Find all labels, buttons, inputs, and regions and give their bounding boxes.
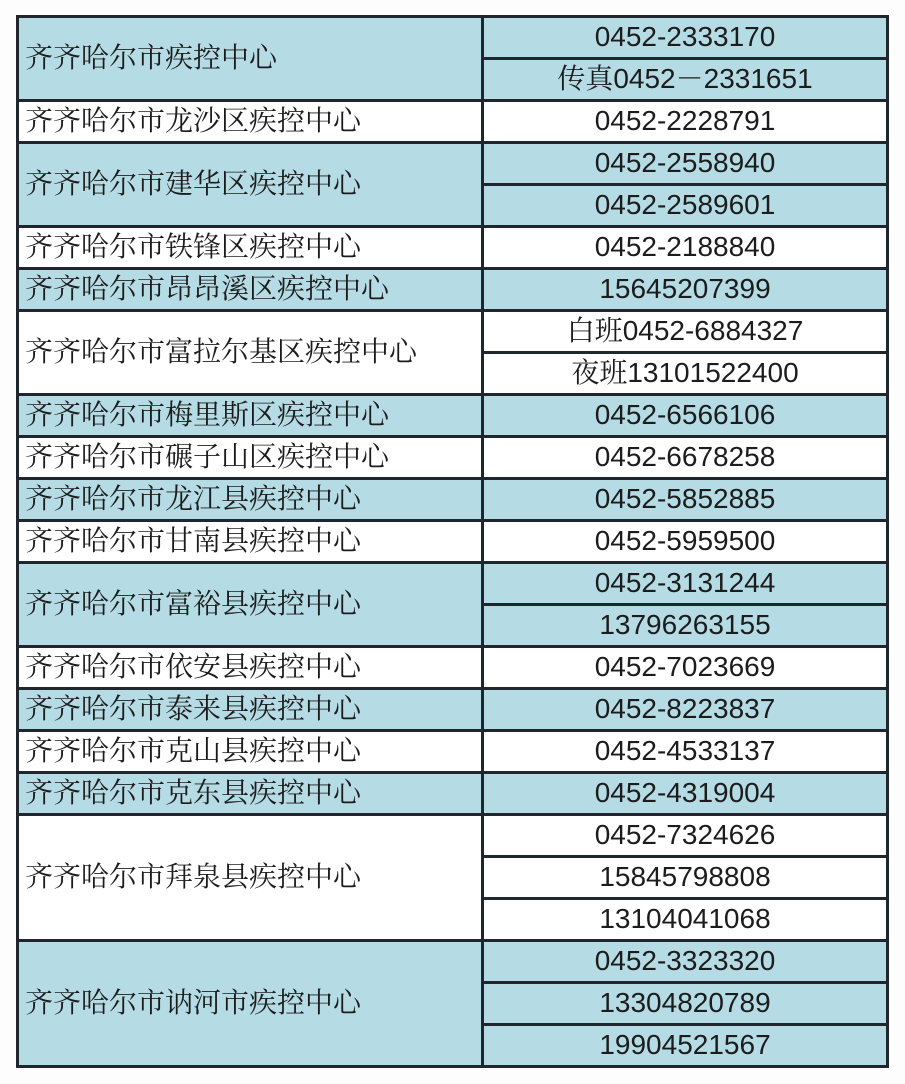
- org-cell: 齐齐哈尔市梅里斯区疾控中心: [18, 395, 483, 437]
- table-row: [18, 227, 888, 269]
- cdc-phone-table: [16, 15, 889, 1068]
- table-row: [18, 941, 888, 983]
- phone-table-body: [18, 17, 888, 1067]
- org-cell: 齐齐哈尔市拜泉县疾控中心: [18, 815, 483, 941]
- phone-cell: 0452-5959500: [483, 521, 888, 563]
- org-cell: 齐齐哈尔市建华区疾控中心: [18, 143, 483, 227]
- phone-cell: 0452-2589601: [483, 185, 888, 227]
- table-row: [18, 101, 888, 143]
- org-cell: 齐齐哈尔市龙江县疾控中心: [18, 479, 483, 521]
- org-cell: 齐齐哈尔市克东县疾控中心: [18, 773, 483, 815]
- phone-cell: 13304820789: [483, 983, 888, 1025]
- table-row: [18, 143, 888, 185]
- phone-cell: 15845798808: [483, 857, 888, 899]
- phone-cell: 0452-3323320: [483, 941, 888, 983]
- phone-cell: 0452-6678258: [483, 437, 888, 479]
- phone-cell: 0452-4533137: [483, 731, 888, 773]
- phone-cell: 0452-3131244: [483, 563, 888, 605]
- phone-cell: 夜班13101522400: [483, 353, 888, 395]
- org-cell: 齐齐哈尔市泰来县疾控中心: [18, 689, 483, 731]
- phone-cell: 0452-2333170: [483, 17, 888, 59]
- table-row: [18, 269, 888, 311]
- org-cell: 齐齐哈尔市甘南县疾控中心: [18, 521, 483, 563]
- phone-cell: 0452-7324626: [483, 815, 888, 857]
- phone-cell: 0452-6566106: [483, 395, 888, 437]
- table-row: [18, 479, 888, 521]
- table-row: [18, 521, 888, 563]
- phone-cell: 13104041068: [483, 899, 888, 941]
- org-cell: 齐齐哈尔市讷河市疾控中心: [18, 941, 483, 1067]
- phone-cell: 0452-4319004: [483, 773, 888, 815]
- org-cell: 齐齐哈尔市龙沙区疾控中心: [18, 101, 483, 143]
- org-cell: 齐齐哈尔市富裕县疾控中心: [18, 563, 483, 647]
- org-cell: 齐齐哈尔市富拉尔基区疾控中心: [18, 311, 483, 395]
- phone-cell: 0452-2228791: [483, 101, 888, 143]
- table-row: [18, 731, 888, 773]
- phone-cell: 13796263155: [483, 605, 888, 647]
- phone-cell: 19904521567: [483, 1025, 888, 1067]
- org-cell: 齐齐哈尔市碾子山区疾控中心: [18, 437, 483, 479]
- table-row: [18, 563, 888, 605]
- org-cell: 齐齐哈尔市疾控中心: [18, 17, 483, 101]
- phone-cell: 15645207399: [483, 269, 888, 311]
- phone-cell: 0452-2558940: [483, 143, 888, 185]
- table-row: [18, 815, 888, 857]
- phone-cell: 0452-7023669: [483, 647, 888, 689]
- org-cell: 齐齐哈尔市昂昂溪区疾控中心: [18, 269, 483, 311]
- phone-cell: 0452-5852885: [483, 479, 888, 521]
- org-cell: 齐齐哈尔市铁锋区疾控中心: [18, 227, 483, 269]
- table-row: [18, 395, 888, 437]
- org-cell: 齐齐哈尔市克山县疾控中心: [18, 731, 483, 773]
- phone-cell: 白班0452-6884327: [483, 311, 888, 353]
- org-cell: 齐齐哈尔市依安县疾控中心: [18, 647, 483, 689]
- phone-cell: 0452-8223837: [483, 689, 888, 731]
- table-row: [18, 689, 888, 731]
- table-row: [18, 311, 888, 353]
- phone-cell: 传真0452－2331651: [483, 59, 888, 101]
- table-row: [18, 17, 888, 59]
- phone-cell: 0452-2188840: [483, 227, 888, 269]
- table-row: [18, 773, 888, 815]
- table-row: [18, 437, 888, 479]
- table-row: [18, 647, 888, 689]
